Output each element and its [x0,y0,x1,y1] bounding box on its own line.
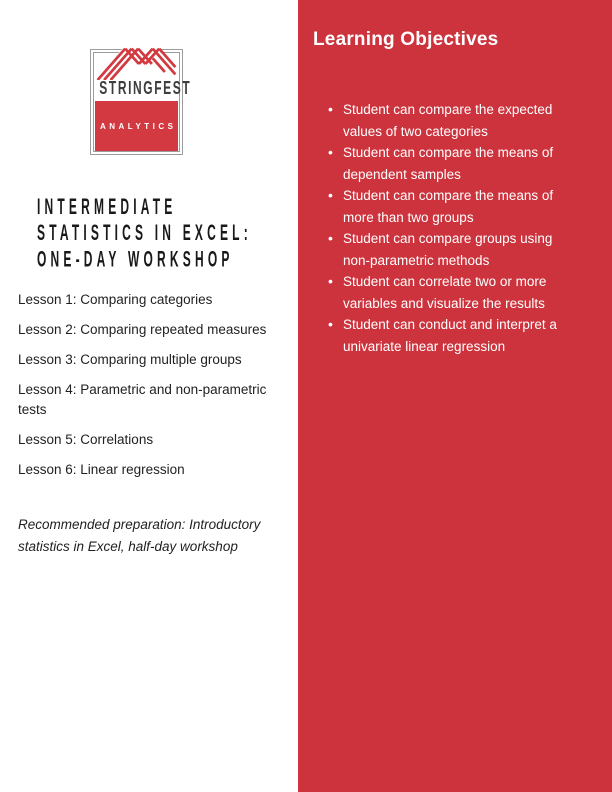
logo-red-block [95,101,178,151]
objectives-list [326,99,573,357]
objectives-heading: Learning Objectives [313,29,499,50]
lesson-item-2: Lesson 2: Comparing repeated measures [18,322,267,337]
objective-item-5: • Student can correlate two or more variables and visualize the results [326,271,573,314]
objectives-panel [298,0,612,792]
lesson-item-6: Lesson 6: Linear regression [18,462,185,477]
objective-item-4: • Student can compare groups using non-parametric methods [326,228,573,271]
lesson-item-1: Lesson 1: Comparing categories [18,292,213,307]
objective-item-6: • Student can conduct and interpret a univariate linear regression [326,314,573,357]
objective-item-1: • Student can compare the expected values of two categories [326,99,573,142]
stringfest-logo [90,49,192,155]
course-title-line-2: STATISTICS IN EXCEL: [37,221,252,246]
course-title-line-3: ONE-DAY WORKSHOP [37,247,234,273]
mountain-zigzag-icon [96,43,177,80]
lesson-list [18,290,294,490]
brand-division: ANALYTICS [99,121,177,131]
course-title-line-1: INTERMEDIATE [37,195,177,220]
preparation-note: Recommended preparation: Introductory statistics in Excel, half-day workshop [18,517,261,554]
lesson-item-4: Lesson 4: Parametric and non-parametric tests [18,382,267,417]
objective-item-3: • Student can compare the means of more than two groups [326,185,573,228]
course-title [37,194,252,273]
brand-name: STRINGFEST [99,78,192,99]
objective-item-2: • Student can compare the means of dependent samples [326,142,573,185]
lesson-item-3: Lesson 3: Comparing multiple groups [18,352,242,367]
lesson-item-5: Lesson 5: Correlations [18,432,154,447]
